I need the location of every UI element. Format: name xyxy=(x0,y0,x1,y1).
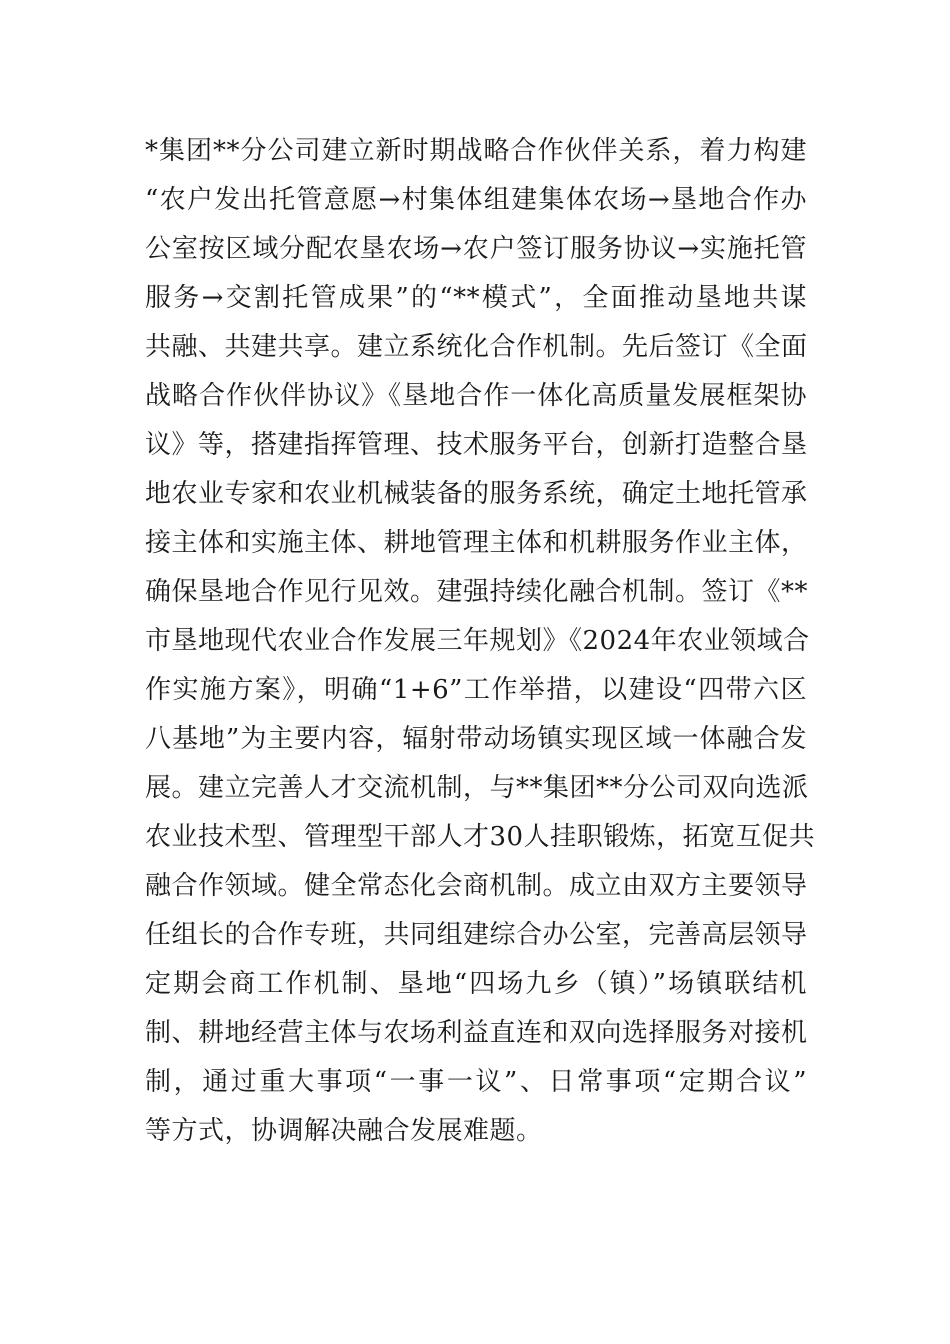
text-line: 制，通过重大事项“一事一议”、日常事项“定期合议” xyxy=(145,1067,807,1097)
text-line: 议》等，搭建指挥管理、技术服务平台，创新打造整合垦 xyxy=(145,430,808,460)
text-line: 农业技术型、管理型干部人才30人挂职锻炼，拓宽互促共 xyxy=(145,822,816,852)
text-line: 确保垦地合作见行见效。建强持续化融合机制。签订《** xyxy=(145,577,809,607)
text-line: 战略合作伙伴协议》《垦地合作一体化高质量发展框架协 xyxy=(145,381,807,411)
text-line: 等方式，协调解决融合发展难题。 xyxy=(145,1116,543,1146)
text-line: *集团**分公司建立新时期战略合作伙伴关系，着力构建 xyxy=(145,136,807,166)
text-line: 服务→交割托管成果”的“**模式”，全面推动垦地共谋 xyxy=(145,283,807,313)
text-line: 作实施方案》，明确“1+6”工作举措，以建设“四带六区 xyxy=(145,675,807,705)
text-line: 共融、共建共享。建立系统化合作机制。先后签订《全面 xyxy=(145,332,808,362)
text-line: 制、耕地经营主体与农场利益直连和双向选择服务对接机 xyxy=(145,1018,808,1048)
text-line: 展。建立完善人才交流机制，与**集团**分公司双向选派 xyxy=(145,773,809,803)
text-line: 接主体和实施主体、耕地管理主体和机耕服务作业主体， xyxy=(145,528,808,558)
text-line: 任组长的合作专班，共同组建综合办公室，完善高层领导 xyxy=(145,920,808,950)
text-line: 地农业专家和农业机械装备的服务系统，确定土地托管承 xyxy=(145,479,808,509)
text-line: 定期会商工作机制、垦地“四场九乡（镇）”场镇联结机 xyxy=(145,969,807,999)
text-line: 八基地”为主要内容，辐射带动场镇实现区域一体融合发 xyxy=(145,724,807,754)
text-line: “农户发出托管意愿→村集体组建集体农场→垦地合作办 xyxy=(145,185,807,215)
text-line: 融合作领域。健全常态化会商机制。成立由双方主要领导 xyxy=(145,871,808,901)
text-line: 市垦地现代农业合作发展三年规划》《2024年农业领域合 xyxy=(145,626,810,656)
text-line: 公室按区域分配农垦农场→农户签订服务协议→实施托管 xyxy=(145,234,807,264)
body-paragraph xyxy=(145,127,816,1156)
